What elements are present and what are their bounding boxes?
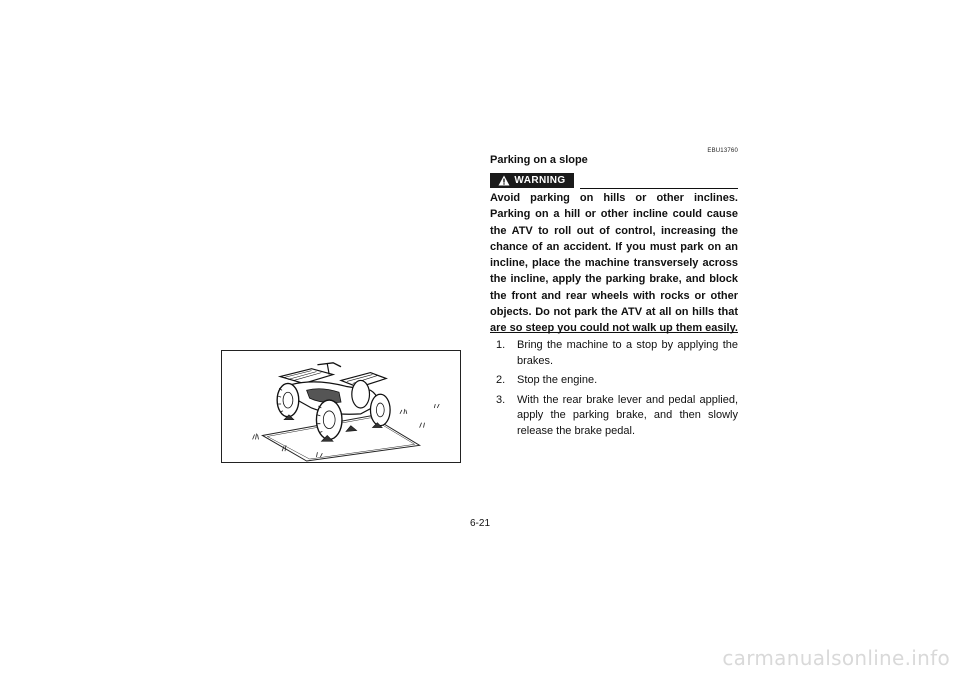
list-item [496, 393, 738, 440]
step-text: Bring the machine to a stop by applying the brakes. [517, 339, 738, 367]
watermark: carmanualsonline.info [722, 646, 950, 670]
section-code: EBU13760 [707, 148, 738, 154]
warning-header [490, 173, 738, 189]
step-text: With the rear brake lever and pedal applied, apply the parking brake, and then slowly release the brake pedal. [517, 393, 738, 437]
step-number: 2. [496, 374, 506, 386]
warning-rule [580, 188, 738, 189]
warning-divider [490, 332, 738, 333]
warning-text: Avoid parking on hills or other inclines. Parking on a hill or other incline could cause the ATV to roll out of control, increasing the chance of an accident. If you must park on an incline, place the machine transversely across the incline, apply the parking brake, and block the front and rear wheels with rocks or other objects. Do not park the ATV at all on hills that are so steep you could not walk up them easily. [490, 192, 738, 335]
step-number: 1. [496, 339, 506, 351]
warning-badge [490, 173, 574, 188]
warning-triangle-icon [498, 175, 510, 186]
section-heading: Parking on a slope [490, 154, 588, 166]
list-item [496, 338, 738, 369]
step-text: Stop the engine. [517, 374, 598, 386]
atv-illustration [222, 351, 460, 462]
warning-label: WARNING [514, 175, 566, 186]
step-number: 3. [496, 393, 506, 406]
page-number: 6-21 [469, 518, 490, 529]
atv-parked-illustration [221, 350, 461, 463]
steps-list [496, 338, 738, 443]
list-item [496, 373, 738, 389]
